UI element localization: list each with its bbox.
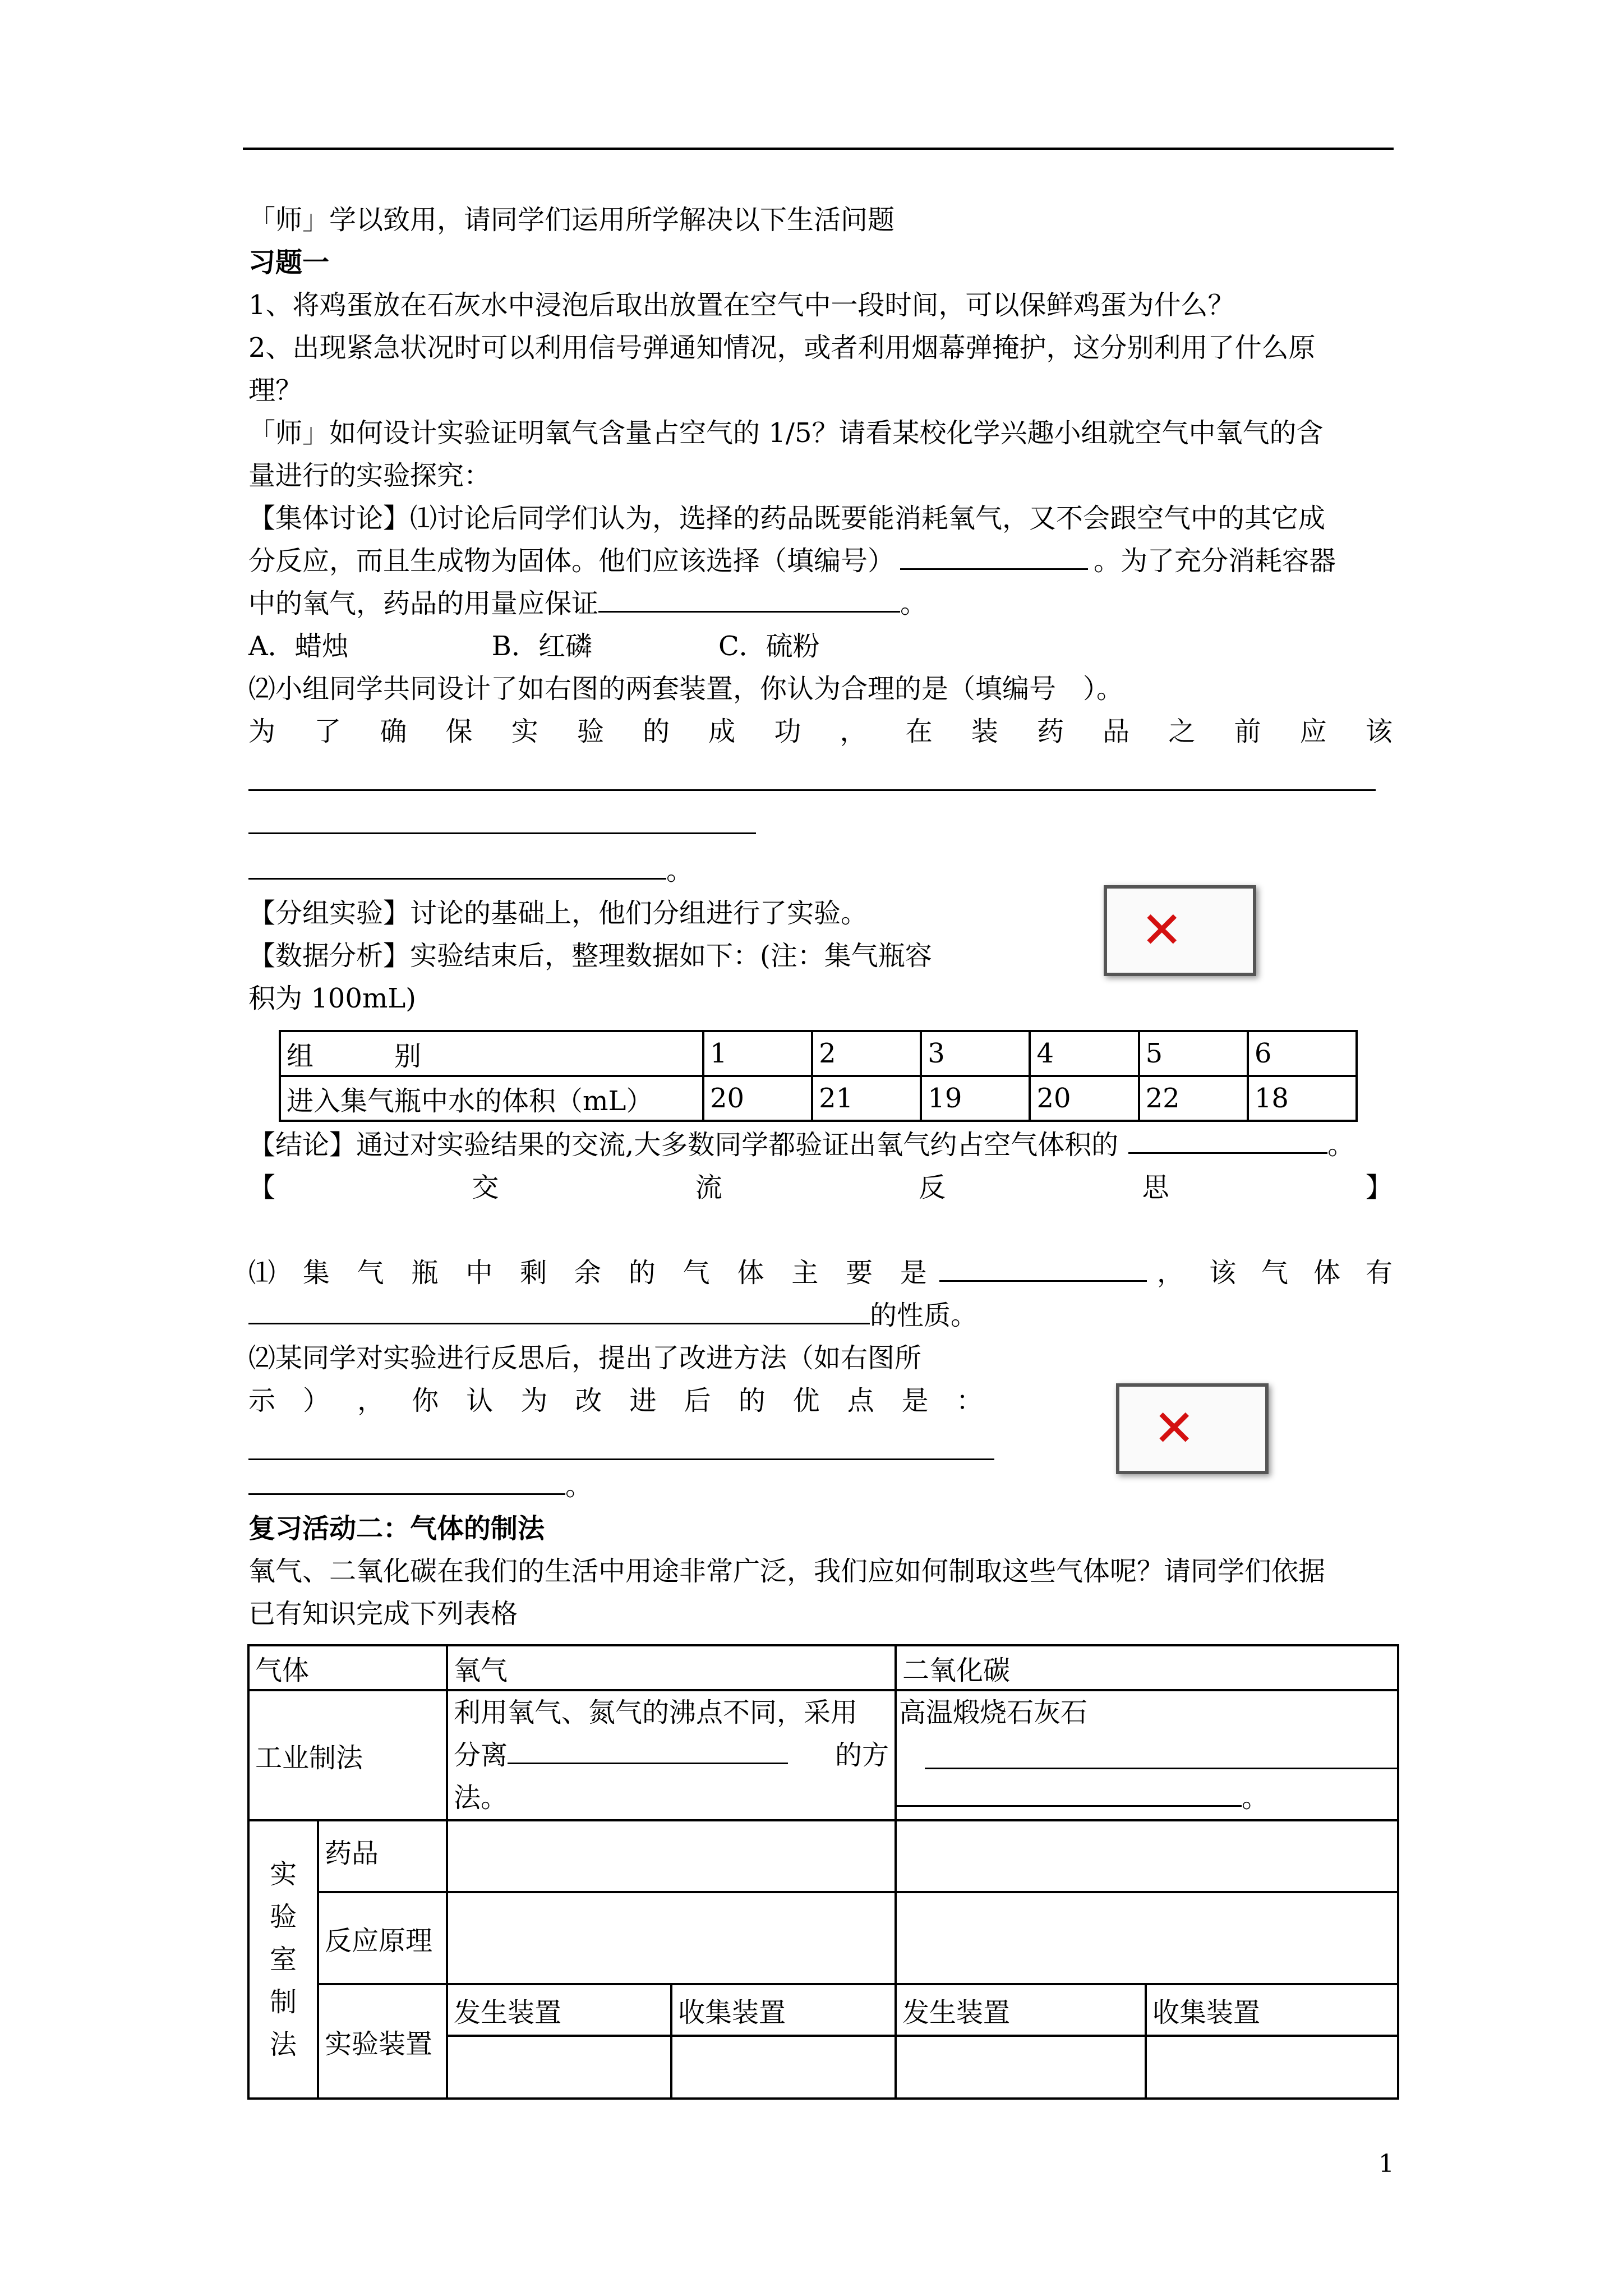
reflection-q1-char: 气 — [683, 1257, 710, 1289]
oxygen-industrial-text-1: 利用氧气、氮气的沸点不同，采用 — [454, 1697, 858, 1728]
discussion-line2 — [248, 540, 1336, 582]
ensure-char: ， — [840, 716, 867, 747]
lab-method-label — [250, 1853, 317, 2066]
reflection-q1-char: ⑴ — [248, 1257, 276, 1289]
volume-data-table — [279, 1030, 1358, 1122]
table-cell: 4 — [1030, 1031, 1138, 1076]
co2-collector-cell[interactable] — [1146, 2036, 1398, 2099]
reflection-q2-char: 示 — [248, 1385, 276, 1416]
reflection-q1-char: 剩 — [520, 1257, 547, 1289]
reflection-q2-line2 — [248, 1379, 983, 1422]
co2-collector-header: 收集装置 — [1146, 1984, 1398, 2036]
discussion-line3-tail: 。 — [900, 588, 928, 619]
answer-blank-co2-industrial-1[interactable] — [925, 1768, 1397, 1769]
row-apparatus: 实验装置 — [318, 1984, 447, 2099]
discussion-line1: 【集体讨论】⑴讨论后同学们认为，选择的药品既要能消耗氧气，又不会跟空气中的其它成 — [248, 503, 1326, 534]
reflection-q1-char: 是 — [900, 1257, 927, 1289]
reflection-heading — [248, 1166, 1393, 1209]
table-cell: 20 — [703, 1076, 812, 1121]
ensure-char: 药 — [1037, 716, 1064, 747]
reflection-q1-char: 主 — [791, 1257, 819, 1289]
row-lab-method — [248, 1820, 318, 2099]
ensure-char: 保 — [445, 716, 473, 747]
reflection-q2-char: 进 — [629, 1385, 657, 1416]
table-row — [280, 1031, 1357, 1076]
oxygen-industrial-text-2 — [454, 1734, 889, 1777]
lab-method-char: 室 — [269, 1944, 297, 1975]
data-analysis-line1: 【数据分析】实验结束后，整理数据如下：(注：集气瓶容 — [248, 940, 932, 972]
reflection-q1-line2 — [248, 1294, 978, 1337]
reflection-q2-char: ： — [956, 1385, 983, 1416]
reflection-q1-tail — [1157, 1251, 1393, 1294]
reflection-q2-char: 的 — [738, 1385, 766, 1416]
answer-blank-gas-property[interactable] — [248, 1297, 870, 1324]
co2-generator-header: 发生装置 — [896, 1984, 1146, 2036]
reflection-q2-char: 点 — [847, 1385, 874, 1416]
answer-blank-remaining-gas[interactable] — [939, 1254, 1147, 1282]
reflection-q1-char: 气 — [357, 1257, 384, 1289]
table-cell: 5 — [1139, 1031, 1248, 1076]
intro-line: 「师」学以致用，请同学们运用所学解决以下生活问题 — [248, 204, 895, 236]
review-activity-2-title: 复习活动二：气体的制法 — [248, 1513, 545, 1544]
table-cell: 20 — [1030, 1076, 1138, 1121]
discussion-q2: ⑵小组同学共同设计了如右图的两套装置，你认为合理的是（填编号 ）。 — [248, 673, 1124, 705]
table-cell: 2 — [812, 1031, 921, 1076]
co2-industrial-line-3 — [897, 1777, 1397, 1819]
oxygen-industrial-cell — [447, 1690, 896, 1820]
reflection-q1-tail-char: ， — [1157, 1257, 1184, 1289]
answer-blank-amount[interactable] — [598, 585, 900, 613]
reflection-heading-char: 交 — [472, 1172, 499, 1203]
table-row — [248, 1690, 1398, 1820]
oxygen-principle-cell[interactable] — [447, 1892, 896, 1984]
lab-method-char: 验 — [269, 1901, 297, 1932]
answer-blank-advantage[interactable] — [248, 1467, 565, 1495]
answer-blank-fraction[interactable] — [1128, 1126, 1327, 1154]
conclusion-line — [248, 1124, 1354, 1166]
option-a: A．蜡烛 — [248, 631, 349, 662]
ensure-char: 为 — [248, 716, 276, 747]
reflection-q1-tail-char: 该 — [1209, 1257, 1236, 1289]
oxygen-collector-cell[interactable] — [671, 2036, 896, 2099]
ensure-char: 的 — [643, 716, 670, 747]
co2-industrial-text-1: 高温煅烧石灰石 — [899, 1697, 1088, 1728]
answer-blank-co2-industrial-2[interactable] — [897, 1779, 1242, 1807]
oxygen-generator-header: 发生装置 — [447, 1984, 671, 2036]
reflection-q2-char: 优 — [792, 1385, 820, 1416]
reflection-q2-char: 改 — [575, 1385, 602, 1416]
table-cell: 6 — [1248, 1031, 1357, 1076]
reflection-q2-char: 为 — [520, 1385, 548, 1416]
page-number: 1 — [1378, 2150, 1394, 2178]
table-row — [280, 1076, 1357, 1121]
table-row — [248, 1645, 1398, 1690]
discussion-line2-text: 分反应，而且生成物为固体。他们应该选择（填编号） — [248, 545, 895, 577]
answer-line-3 — [248, 849, 693, 892]
co2-reagent-cell[interactable] — [896, 1820, 1398, 1892]
co2-industrial-line-2 — [897, 1734, 1397, 1777]
reflection-q2-char: 你 — [412, 1385, 439, 1416]
co2-generator-cell[interactable] — [896, 2036, 1146, 2099]
ensure-char: 装 — [971, 716, 998, 747]
exercise1-title: 习题一 — [248, 247, 330, 278]
header-rule — [243, 148, 1394, 150]
reflection-q2-char: 认 — [466, 1385, 494, 1416]
lab-method-char: 制 — [269, 1986, 297, 2018]
answer-line-advantage-2 — [248, 1465, 592, 1507]
reflection-q1-char: 集 — [302, 1257, 330, 1289]
reflection-heading-char: 流 — [695, 1172, 722, 1203]
ensure-char: 功 — [774, 716, 801, 747]
oxygen-industrial-prefix: 分离 — [454, 1740, 508, 1771]
table-cell: 3 — [921, 1031, 1030, 1076]
reflection-q2-char: ） — [303, 1385, 330, 1416]
teacher-line1: 「师」如何设计实验证明氧气含量占空气的 1/5？请看某校化学兴趣小组就空气中氧气的含 — [248, 417, 1324, 449]
lab-method-char: 实 — [269, 1858, 297, 1890]
ensure-char: 之 — [1168, 716, 1196, 747]
question-2-line1: 2、出现紧急状况时可以利用信号弹通知情况，或者利用烟幕弹掩护，这分别利用了什么原 — [248, 332, 1316, 364]
row-reagent: 药品 — [318, 1820, 447, 1892]
discussion-line3 — [248, 582, 927, 625]
answer-line-advantage-1[interactable] — [248, 1458, 994, 1460]
table-cell: 21 — [812, 1076, 921, 1121]
broken-image-icon: ✕ — [1153, 1399, 1196, 1458]
reflection-q1-text — [248, 1251, 927, 1294]
reflection-q1-tail-char: 体 — [1313, 1257, 1340, 1289]
oxygen-generator-cell[interactable] — [447, 2036, 671, 2099]
reflection-q2-char: 是 — [901, 1385, 929, 1416]
advantage-period: 。 — [565, 1470, 593, 1502]
table-row — [248, 1820, 1398, 1892]
answer-line-2[interactable] — [248, 832, 756, 834]
co2-industrial-period: 。 — [1242, 1782, 1269, 1814]
header-gas: 气体 — [248, 1645, 447, 1690]
ensure-char: 验 — [577, 716, 604, 747]
row-industrial: 工业制法 — [248, 1690, 447, 1820]
ensure-char: 品 — [1103, 716, 1130, 747]
reflection-q1-char: 的 — [628, 1257, 656, 1289]
oxygen-industrial-text-3: 法。 — [454, 1782, 508, 1814]
option-b: B．红磷 — [491, 631, 592, 662]
table-cell: 19 — [921, 1076, 1030, 1121]
reflection-heading-char: 反 — [919, 1172, 946, 1203]
ensure-char: 了 — [314, 716, 342, 747]
table-cell: 组 别 — [280, 1031, 703, 1076]
ensure-char: 前 — [1234, 716, 1261, 747]
reflection-q1-char: 要 — [846, 1257, 873, 1289]
ensure-char: 确 — [380, 716, 407, 747]
review-activity-2-line1: 氧气、二氧化碳在我们的生活中用途非常广泛，我们应如何制取这些气体呢？请同学们依据 — [248, 1556, 1326, 1587]
row-principle: 反应原理 — [318, 1892, 447, 1984]
answer-blank-reagent[interactable] — [900, 542, 1088, 570]
reflection-q2-line1: ⑵某同学对实验进行反思后，提出了改进方法（如右图所 — [248, 1342, 922, 1374]
reflection-heading-char: 】 — [1365, 1172, 1393, 1203]
table-row — [248, 1984, 1398, 2036]
reflection-heading-char: 思 — [1142, 1172, 1169, 1203]
group-experiment-line: 【分组实验】讨论的基础上，他们分组进行了实验。 — [248, 898, 868, 929]
reflection-q1-char: 瓶 — [411, 1257, 439, 1289]
answer-blank-before-loading[interactable] — [248, 852, 666, 880]
reflection-q1-char: 体 — [737, 1257, 764, 1289]
conclusion-period: 。 — [1327, 1129, 1355, 1161]
ensure-line — [248, 710, 1393, 753]
table-cell: 18 — [1248, 1076, 1357, 1121]
discussion-line2-tail: 。为了充分消耗容器 — [1094, 545, 1336, 577]
co2-principle-cell[interactable] — [896, 1892, 1398, 1984]
question-1: 1、将鸡蛋放在石灰水中浸泡后取出放置在空气中一段时间，可以保鲜鸡蛋为什么？ — [248, 289, 1235, 321]
oxygen-industrial-suffix: 的方 — [835, 1740, 889, 1771]
lab-method-char: 法 — [269, 2029, 297, 2060]
oxygen-reagent-cell[interactable] — [447, 1820, 896, 1892]
oxygen-collector-header: 收集装置 — [671, 1984, 896, 2036]
review-activity-2-line2: 已有知识完成下列表格 — [248, 1598, 518, 1630]
answer-blank-separation[interactable] — [508, 1737, 788, 1764]
reflection-q2-char: ， — [357, 1385, 385, 1416]
table-cell: 22 — [1139, 1076, 1248, 1121]
broken-image-icon: ✕ — [1141, 901, 1183, 960]
co2-industrial-cell — [896, 1690, 1398, 1820]
reflection-q1-char: 中 — [465, 1257, 493, 1289]
options-line — [248, 625, 820, 668]
table-cell: 进入集气瓶中水的体积（mL） — [280, 1076, 703, 1121]
discussion-line3-text: 中的氧气，药品的用量应保证 — [248, 588, 599, 619]
reflection-q1-line1 — [248, 1251, 1393, 1294]
data-analysis-line2: 积为 100mL) — [248, 983, 416, 1014]
header-oxygen: 氧气 — [447, 1645, 896, 1690]
conclusion-text: 【结论】通过对实验结果的交流,大多数同学都验证出氧气约占空气体积的 — [248, 1129, 1119, 1161]
gas-preparation-table — [247, 1644, 1399, 2100]
ensure-char: 在 — [905, 716, 933, 747]
ensure-char: 应 — [1299, 716, 1327, 747]
answer-line-1[interactable] — [248, 789, 1376, 791]
ensure-char: 实 — [511, 716, 538, 747]
reflection-q1-tail-char: 气 — [1261, 1257, 1288, 1289]
answer-line-3-period: 。 — [666, 855, 694, 886]
ensure-char: 该 — [1365, 716, 1393, 747]
apparatus-image-2 — [1116, 1383, 1269, 1474]
teacher-line2: 量进行的实验探究： — [248, 460, 491, 491]
reflection-heading-char: 【 — [248, 1172, 276, 1203]
question-2-line2: 理？ — [248, 375, 303, 406]
header-carbon-dioxide: 二氧化碳 — [896, 1645, 1398, 1690]
reflection-q2-char: 后 — [684, 1385, 711, 1416]
ensure-char: 成 — [708, 716, 736, 747]
reflection-q1-char: 余 — [574, 1257, 601, 1289]
table-cell: 1 — [703, 1031, 812, 1076]
reflection-q1-line2-tail: 的性质。 — [870, 1300, 978, 1331]
apparatus-image-1 — [1104, 885, 1256, 976]
reflection-q1-tail-char: 有 — [1365, 1257, 1393, 1289]
table-row — [248, 1892, 1398, 1984]
option-c: C．硫粉 — [718, 631, 820, 662]
